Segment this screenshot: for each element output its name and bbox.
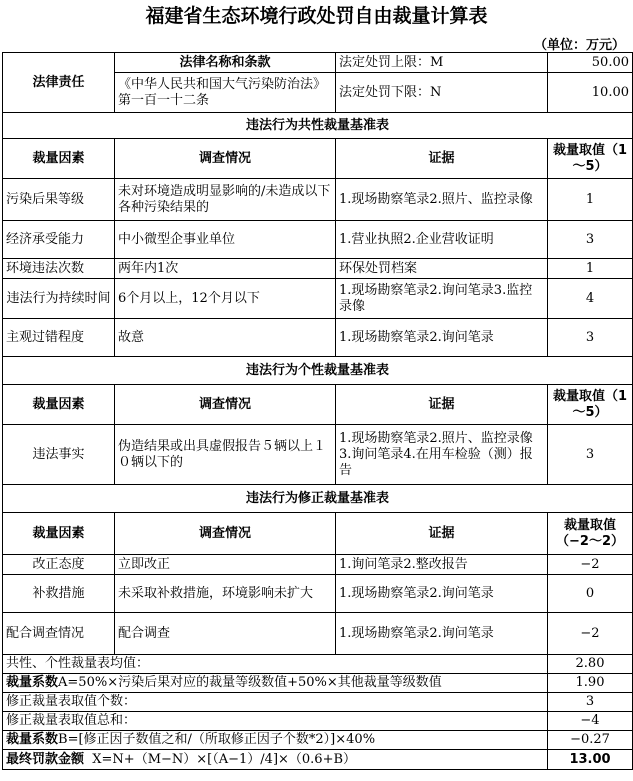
coefficient-b-formula: B=[修正因子数值之和/（所取修正因子个数*2）]×40% (58, 732, 376, 747)
lower-limit-label: 法定处罚下限：N (336, 73, 548, 113)
evidence-cell: 1.现场勘察笔录2.照片、监控录像 (336, 179, 548, 221)
legal-responsibility-label: 法律责任 (3, 53, 115, 113)
coefficient-a-formula: A=50%×污染后果对应的裁量等级数值+50%×其他裁量等级数值 (58, 675, 442, 690)
value-cell: 3 (548, 319, 633, 357)
header-factor: 裁量因素 (3, 385, 115, 425)
header-value: 裁量取值（−2～2） (548, 513, 633, 555)
correction-sum-label: 修正裁量表取值总和： (3, 712, 548, 731)
header-value: 裁量取值（1～5） (548, 385, 633, 425)
coefficient-a-value: 1.90 (548, 674, 633, 693)
coefficient-b-bold: 裁量系数 (6, 732, 59, 747)
evidence-cell: 环保处罚档案 (336, 259, 548, 279)
value-cell: 0 (548, 575, 633, 613)
page-title: 福建省生态环境行政处罚自由裁量计算表 (145, 5, 488, 27)
law-header: 法律名称和条款 (115, 53, 336, 73)
average-value: 2.80 (548, 655, 633, 674)
situation-cell: 配合调查 (115, 613, 336, 655)
factor-cell: 环境违法次数 (3, 259, 115, 279)
factor-cell: 主观过错程度 (3, 319, 115, 357)
value-cell: 3 (548, 425, 633, 485)
factor-cell: 配合调查情况 (3, 613, 115, 655)
average-label: 共性、个性裁量表均值： (3, 655, 548, 674)
law-text: 《中华人民共和国大气污染防治法》第一百一十二条 (115, 73, 336, 113)
table-row (3, 319, 633, 357)
evidence-cell: 1.现场勘察笔录2.询问笔录 (336, 319, 548, 357)
coefficient-b-label (3, 731, 548, 750)
header-situation: 调查情况 (115, 385, 336, 425)
evidence-cell: 1.现场勘察笔录2.询问笔录 (336, 613, 548, 655)
header-evidence: 证据 (336, 385, 548, 425)
correction-section-title: 违法行为修正裁量基准表 (3, 485, 633, 513)
header-evidence: 证据 (336, 513, 548, 555)
header-factor: 裁量因素 (3, 513, 115, 555)
table-row (3, 425, 633, 485)
value-cell: 1 (548, 179, 633, 221)
value-cell: 1 (548, 259, 633, 279)
table-row (3, 279, 633, 319)
evidence-cell: 1.现场勘察笔录2.询问笔录 (336, 575, 548, 613)
lower-limit-value: 10.00 (548, 73, 633, 113)
common-section-title: 违法行为共性裁量基准表 (3, 113, 633, 139)
factor-cell: 污染后果等级 (3, 179, 115, 221)
final-amount-formula: X=N+（M−N）×[（A−1）/4]×（0.6+B） (92, 751, 357, 767)
value-cell: 4 (548, 279, 633, 319)
header-factor: 裁量因素 (3, 139, 115, 179)
coefficient-b-value: −0.27 (548, 731, 633, 750)
header-situation: 调查情况 (115, 513, 336, 555)
unit-label: （单位：万元） (533, 38, 625, 53)
situation-cell: 中小微型企事业单位 (115, 221, 336, 259)
factor-cell: 经济承受能力 (3, 221, 115, 259)
coefficient-a-bold: 裁量系数 (6, 675, 59, 690)
situation-cell: 6个月以上，12个月以下 (115, 279, 336, 319)
situation-cell: 立即改正 (115, 555, 336, 575)
header-evidence: 证据 (336, 139, 548, 179)
final-amount-label (3, 750, 548, 770)
situation-cell: 伪造结果或出具虚假报告５辆以上１０辆以下的 (115, 425, 336, 485)
table-row (3, 179, 633, 221)
factor-cell: 改正态度 (3, 555, 115, 575)
table-row (3, 221, 633, 259)
table-row (3, 555, 633, 575)
situation-cell: 未采取补救措施，环境影响未扩大 (115, 575, 336, 613)
value-cell: 3 (548, 221, 633, 259)
table-row (3, 259, 633, 279)
final-amount-bold: 最终罚款金额 (6, 751, 85, 767)
factor-cell: 违法行为持续时间 (3, 279, 115, 319)
upper-limit-label: 法定处罚上限：M (336, 53, 548, 73)
evidence-cell: 1.现场勘察笔录2.照片、监控录像3.询问笔录4.在用车检验（测）报告 (336, 425, 548, 485)
coefficient-a-label (3, 674, 548, 693)
final-amount-value: 13.00 (548, 750, 633, 770)
evidence-cell: 1.现场勘察笔录2.询问笔录3.监控录像 (336, 279, 548, 319)
evidence-cell: 1.询问笔录2.整改报告 (336, 555, 548, 575)
header-value: 裁量取值（1～5） (548, 139, 633, 179)
calculation-table (2, 52, 633, 770)
correction-count-value: 3 (548, 693, 633, 712)
factor-cell: 违法事实 (3, 425, 115, 485)
situation-cell: 故意 (115, 319, 336, 357)
value-cell: −2 (548, 555, 633, 575)
value-cell: −2 (548, 613, 633, 655)
factor-cell: 补救措施 (3, 575, 115, 613)
situation-cell: 未对环境造成明显影响的/未造成以下各种污染结果的 (115, 179, 336, 221)
header-situation: 调查情况 (115, 139, 336, 179)
correction-sum-value: −4 (548, 712, 633, 731)
upper-limit-value: 50.00 (548, 53, 633, 73)
evidence-cell: 1.营业执照2.企业营收证明 (336, 221, 548, 259)
table-row (3, 575, 633, 613)
situation-cell: 两年内1次 (115, 259, 336, 279)
correction-count-label: 修正裁量表取值个数： (3, 693, 548, 712)
individual-section-title: 违法行为个性裁量基准表 (3, 357, 633, 385)
table-row (3, 613, 633, 655)
